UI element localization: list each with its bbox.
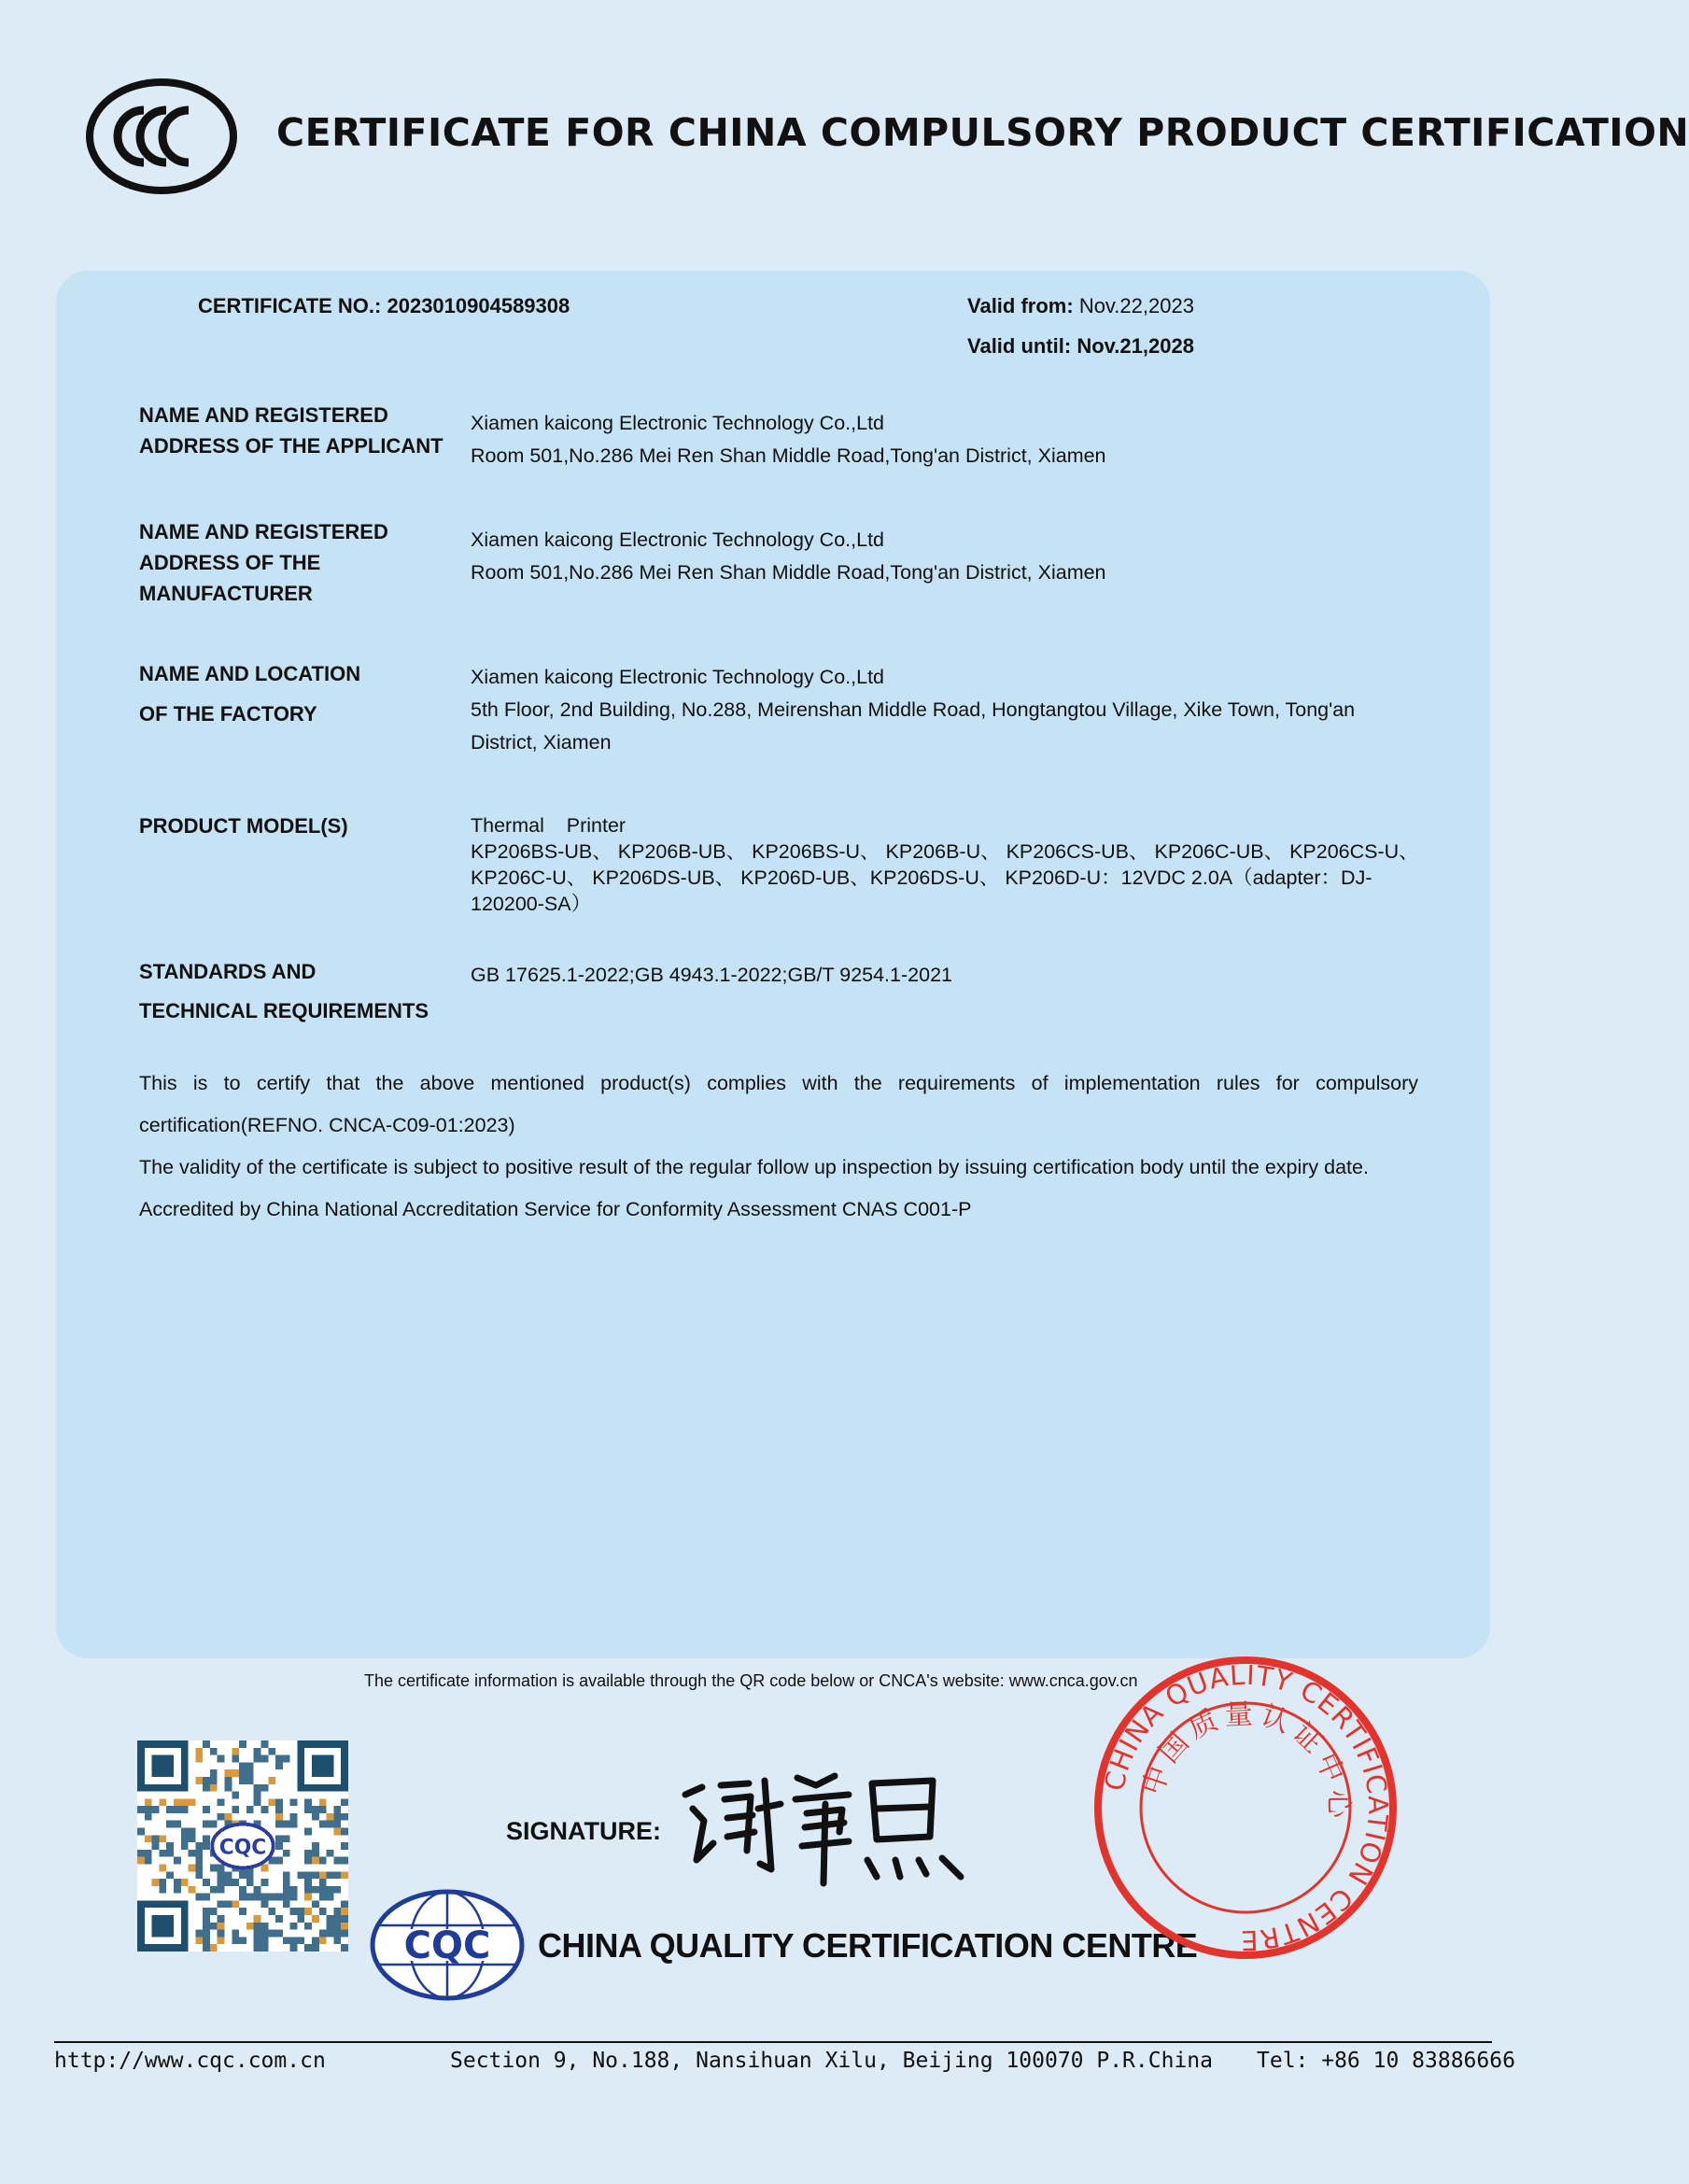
footer-tel: Tel: +86 10 83886666 xyxy=(1257,2049,1515,2073)
factory-value xyxy=(471,661,1423,759)
certify-statement: This is to certify that the above mentioned product(s) complies with the requirements of implementation rules for compulsory certification(REFNO. CNCA-C09-01:2023) xyxy=(139,1072,1418,1136)
standards-label xyxy=(139,952,447,1031)
verification-info: The certificate information is available through the QR code below or CNCA's website: www.cnca.gov.cn xyxy=(364,1671,1138,1690)
factory-label xyxy=(139,654,447,734)
manufacturer-name: Xiamen kaicong Electronic Technology Co.,Ltd xyxy=(471,528,884,551)
certificate-number-label: CERTIFICATE NO.: xyxy=(198,294,382,317)
standards-label-line: STANDARDS AND xyxy=(139,960,317,983)
manufacturer-label-line: MANUFACTURER xyxy=(139,582,313,605)
footer-rule xyxy=(54,2041,1492,2043)
certification-statements xyxy=(139,1063,1418,1231)
qr-cqc-logo: CQC xyxy=(218,1836,267,1860)
footer-address: Section 9, No.188, Nansihuan Xilu, Beijing 100070 P.R.China xyxy=(450,2049,1213,2073)
factory-name: Xiamen kaicong Electronic Technology Co.,Ltd xyxy=(471,666,884,688)
official-seal xyxy=(1091,1653,1400,1963)
certificate-title: CERTIFICATE FOR CHINA COMPULSORY PRODUCT CERTIFICATION xyxy=(276,110,1689,155)
factory-label-line: NAME AND LOCATION xyxy=(139,662,361,685)
certificate-number-value: 2023010904589308 xyxy=(387,294,570,317)
applicant-label xyxy=(139,400,447,461)
manufacturer-label-line: ADDRESS OF THE xyxy=(139,551,321,574)
valid-until xyxy=(967,334,1194,359)
manufacturer-address: Room 501,No.286 Mei Ren Shan Middle Road,Tong'an District, Xiamen xyxy=(471,561,1106,584)
cqc-logo xyxy=(368,1888,527,2002)
valid-until-label: Valid until: xyxy=(967,334,1072,358)
valid-until-value: Nov.21,2028 xyxy=(1077,334,1194,358)
manufacturer-label xyxy=(139,516,447,609)
ccc-logo xyxy=(86,77,237,196)
manufacturer-value xyxy=(471,524,1423,589)
valid-from-value: Nov.22,2023 xyxy=(1078,294,1194,317)
valid-from-label: Valid from: xyxy=(967,294,1074,317)
standards-label-line: TECHNICAL REQUIREMENTS xyxy=(139,999,429,1022)
manufacturer-label-line: NAME AND REGISTERED xyxy=(139,520,388,543)
product-models: KP206BS-UB、 KP206B-UB、 KP206BS-U、 KP206B-U、 KP206CS-UB、 KP206C-UB、 KP206CS-U、 KP206C-U、 KP206DS-UB、 KP206D-UB、KP206DS-U、 KP206D-U：12VDC 2.0A（adapter：DJ-120200-SA） xyxy=(471,840,1419,915)
seal-inner-text: 中国质量认证中心 xyxy=(1136,1698,1356,1825)
accreditation-statement: Accredited by China National Accreditation Service for Conformity Assessment CNAS C001-P xyxy=(139,1198,972,1220)
product-name: Thermal Printer xyxy=(471,814,626,837)
certificate-number xyxy=(198,294,570,318)
seal-outer-text: CHINA QUALITY CERTIFICATION CENTRE xyxy=(1098,1658,1395,1957)
applicant-label-line: ADDRESS OF THE APPLICANT xyxy=(139,434,443,458)
standards-value: GB 17625.1-2022;GB 4943.1-2022;GB/T 9254.1-2021 xyxy=(471,964,952,986)
applicant-value xyxy=(471,407,1423,472)
applicant-label-line: NAME AND REGISTERED xyxy=(139,403,388,427)
factory-label-line: OF THE FACTORY xyxy=(139,702,317,726)
footer-url[interactable]: http://www.cqc.com.cn xyxy=(54,2049,326,2073)
handwritten-signature xyxy=(676,1767,975,1893)
product-label: PRODUCT MODEL(S) xyxy=(139,814,348,838)
qr-code[interactable] xyxy=(137,1740,348,1952)
applicant-name: Xiamen kaicong Electronic Technology Co.,Ltd xyxy=(471,412,884,434)
factory-address: 5th Floor, 2nd Building, No.288, Meirenshan Middle Road, Hongtangtou Village, Xike Town, Tong'an District, Xiamen xyxy=(471,698,1356,754)
validity-statement: The validity of the certificate is subject to positive result of the regular follow up inspection by issuing certification body until the expiry date. xyxy=(139,1156,1369,1178)
issuer-name: CHINA QUALITY CERTIFICATION CENTRE xyxy=(538,1926,1198,1965)
signature-label: SIGNATURE: xyxy=(506,1817,661,1845)
valid-from xyxy=(967,294,1194,318)
product-value xyxy=(471,812,1423,917)
cqc-logo-text: CQC xyxy=(403,1924,491,1967)
applicant-address: Room 501,No.286 Mei Ren Shan Middle Road,Tong'an District, Xiamen xyxy=(471,444,1106,467)
